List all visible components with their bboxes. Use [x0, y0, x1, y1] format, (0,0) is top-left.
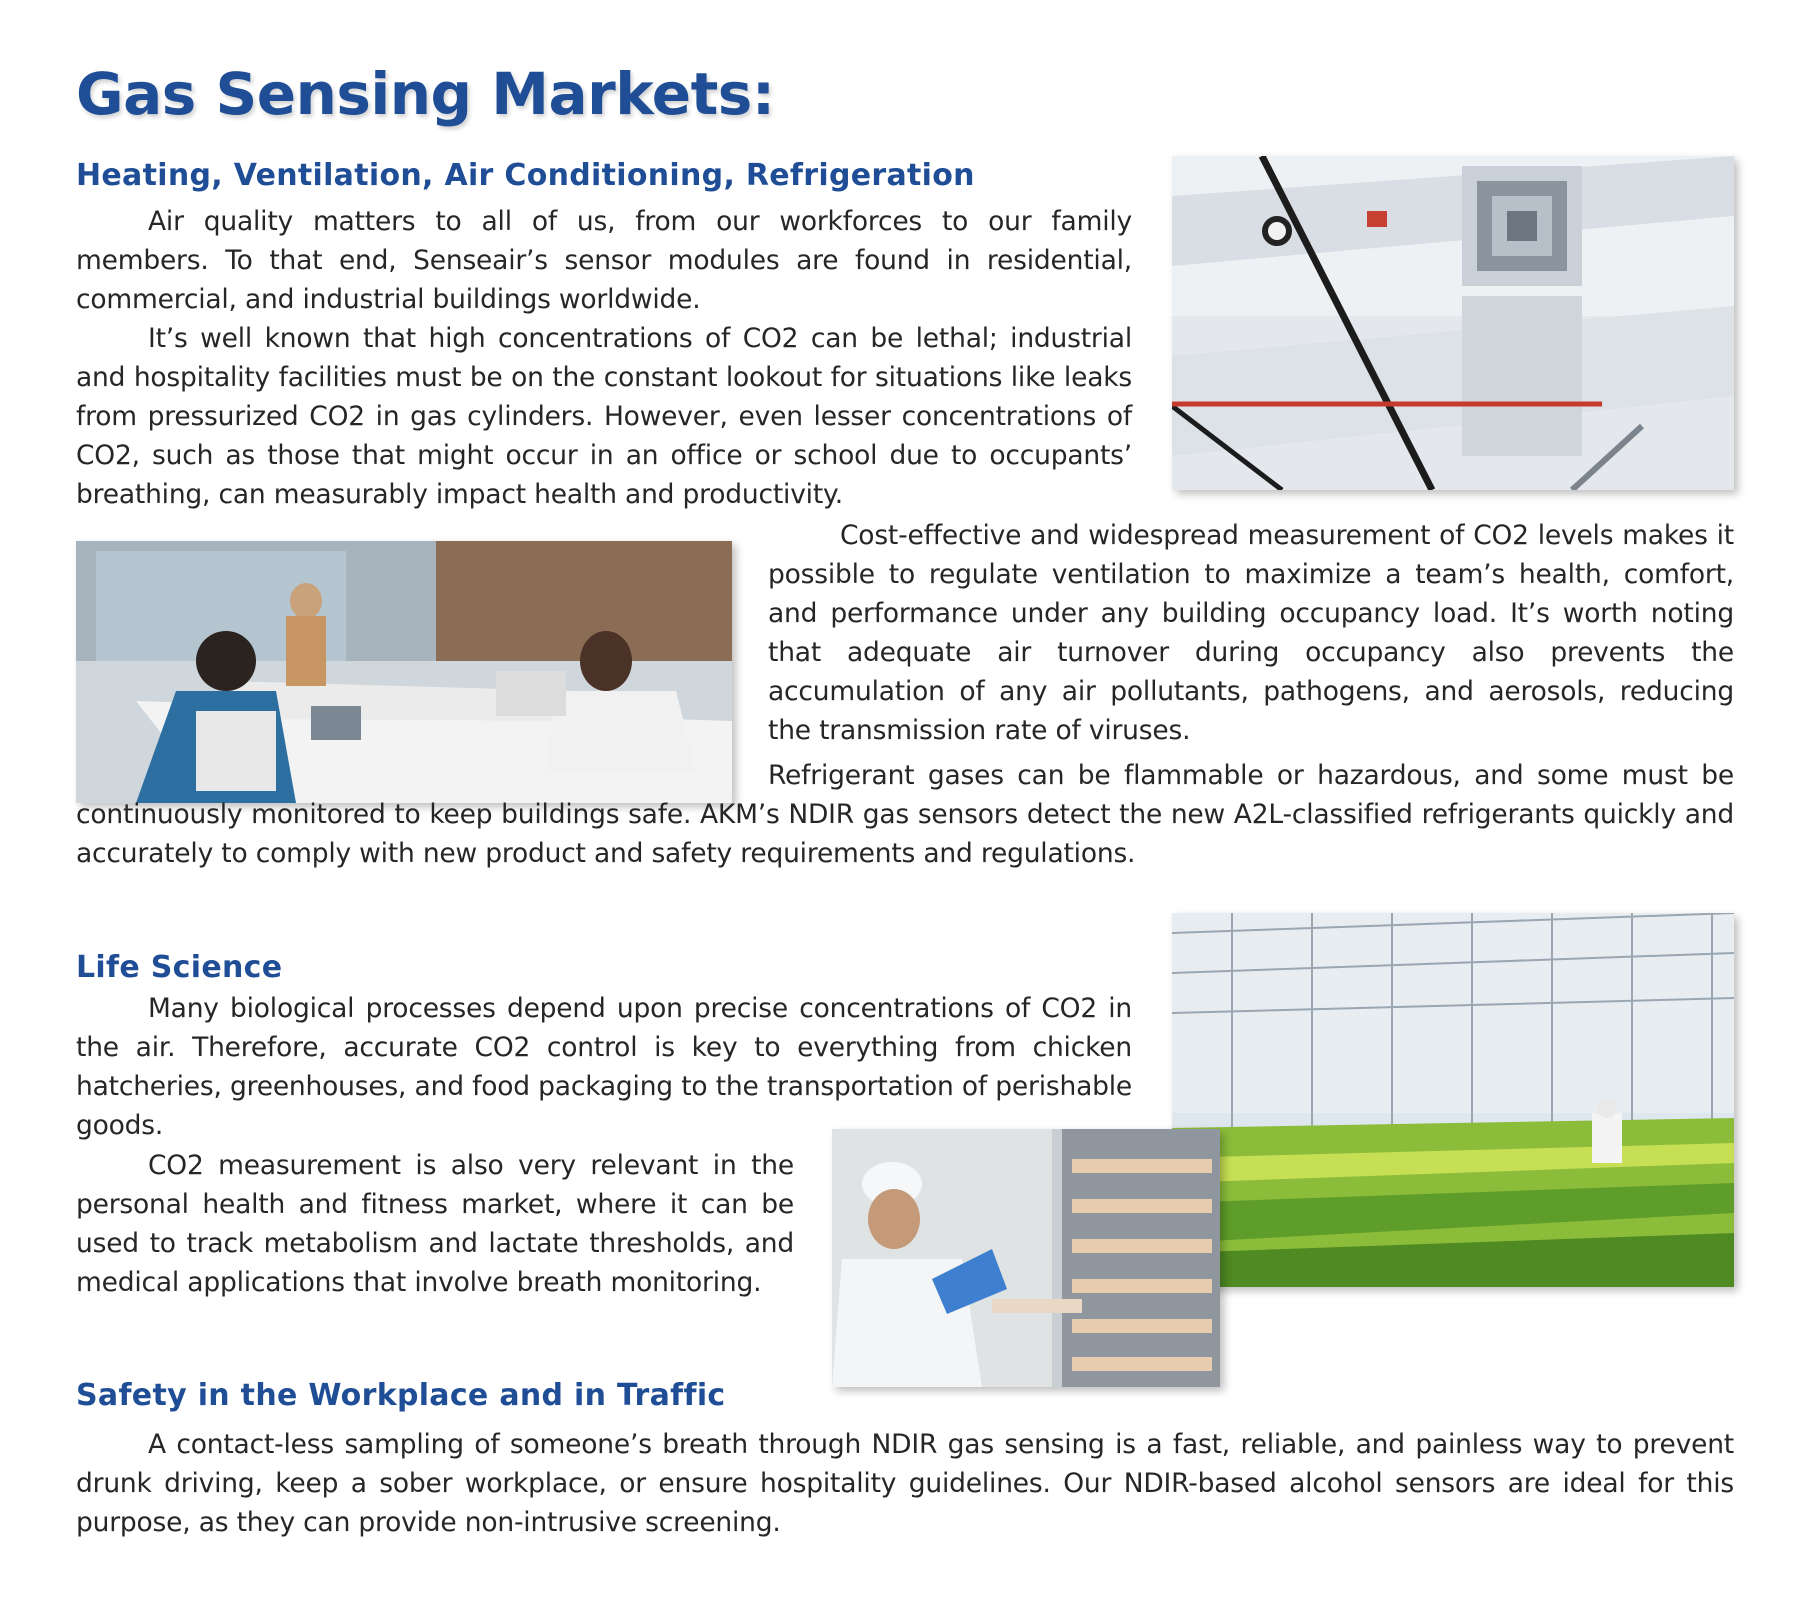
greenhouse-photo: [1172, 913, 1734, 1287]
hvac-paragraph-1: Air quality matters to all of us, from our workforces to our family members. To that end, Senseair’s sensor modules are found in residential, commercial, and industrial buildings worldwide.: [76, 206, 1132, 315]
section-heading-life-science: Life Science: [76, 950, 283, 985]
life-science-paragraph-1: Many biological processes depend upon precise concentrations of CO2 in the air. Therefore, accurate CO2 control is key to everything from chicken hatcheries, greenhouses, and food packaging to the transportation of perishable goods.: [76, 993, 1132, 1141]
section-heading-hvac: Heating, Ventilation, Air Conditioning, Refrigeration: [76, 158, 975, 193]
section-heading-safety: Safety in the Workplace and in Traffic: [76, 1378, 726, 1413]
life-science-paragraph-2: CO2 measurement is also very relevant in the personal health and fitness market, where it can be used to track metabolism and lactate thresholds, and medical applications that involve breath monitoring.: [76, 1150, 794, 1298]
hvac-paragraph-4: Refrigerant gases can be flammable or hazardous, and some must be continuously monitored to keep buildings safe. AKM’s NDIR gas sensors detect the new A2L-classified refrigerants quickly and accurately to comply with new product and safety requirements and regulations.: [76, 760, 1734, 869]
safety-paragraph-1: A contact-less sampling of someone’s breath through NDIR gas sensing is a fast, reliable, and painless way to prevent drunk driving, keep a sober workplace, or ensure hospitality guidelines. Our NDIR-based alcohol sensors are ideal for this purpose, as they can provide non-intrusive screening.: [76, 1429, 1734, 1538]
hvac-ceiling-photo: [1172, 156, 1734, 490]
hvac-paragraph-3: Cost-effective and widespread measurement of CO2 levels makes it possible to regulate ventilation to maximize a team’s health, comfort, and performance under any building occupancy load. It’s worth noting that adequate air turnover during occupancy also prevents the accumulation of any air pollutants, pathogens, and aerosols, reducing the transmission rate of viruses.: [768, 520, 1734, 746]
hvac-paragraph-2: It’s well known that high concentrations of CO2 can be lethal; industrial and hospitality facilities must be on the constant lookout for situations like leaks from pressurized CO2 in gas cylinders. However, even lesser concentrations of CO2, such as those that might occur in an office or school due to occupants’ breathing, can measurably impact health and productivity.: [76, 323, 1132, 510]
hatchery-photo: [832, 1129, 1220, 1387]
page-title: Gas Sensing Markets:: [76, 60, 775, 128]
